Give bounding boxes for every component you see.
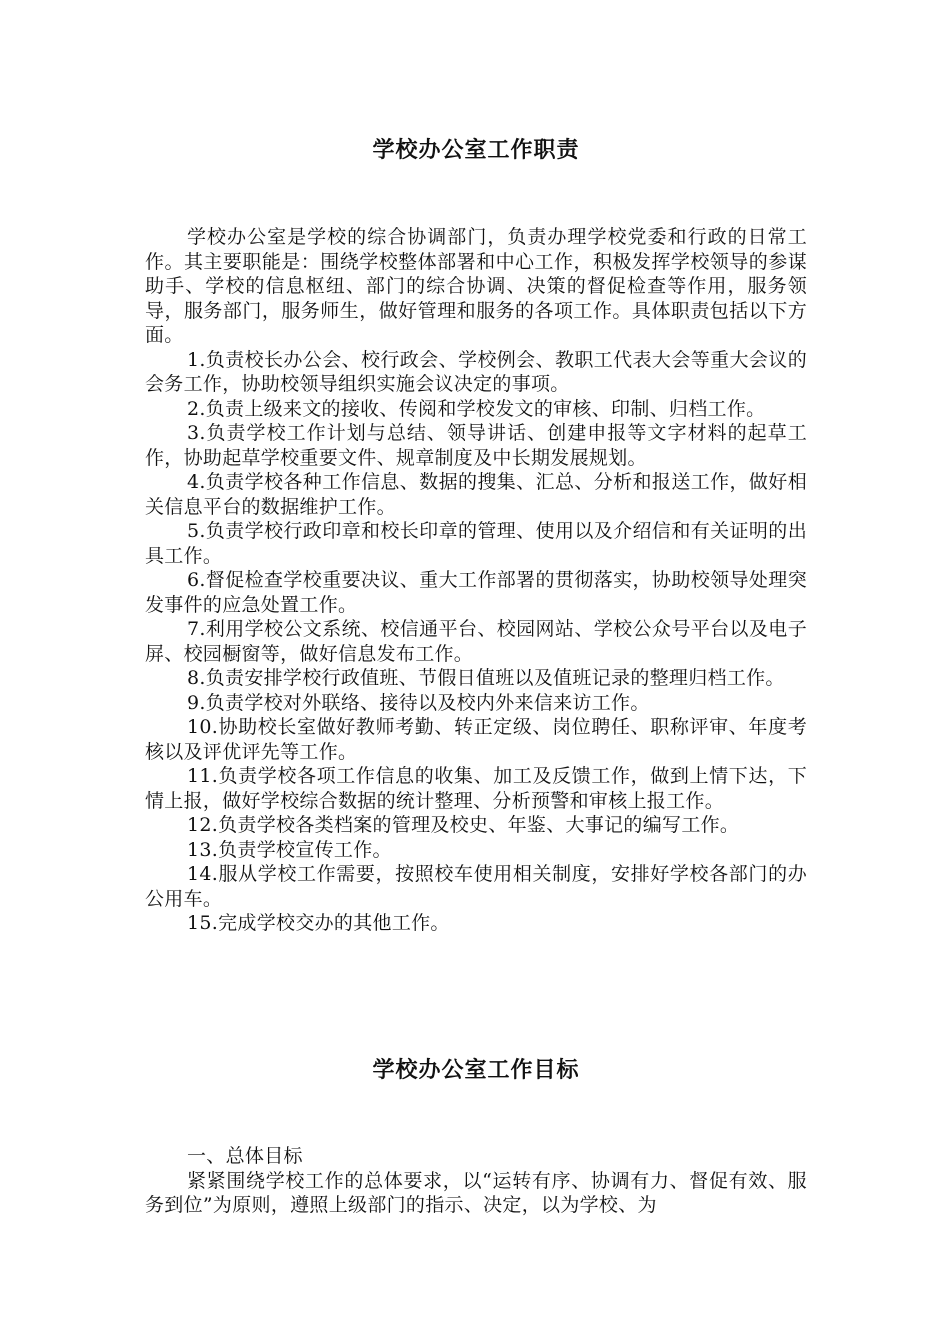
duty-item-11: 11.负责学校各项工作信息的收集、加工及反馈工作，做到上情下达，下情上报，做好学校综合数据的统计整理、分析预警和审核上报工作。 bbox=[145, 765, 807, 812]
duty-item-13: 13.负责学校宣传工作。 bbox=[187, 838, 392, 861]
goals-subheading: 一、总体目标 bbox=[187, 1145, 303, 1167]
goals-body bbox=[145, 1144, 807, 1218]
duty-item-10: 10.协助校长室做好教师考勤、转正定级、岗位聘任、职称评审、年度考核以及评优评先等工作。 bbox=[145, 716, 807, 763]
goals-paragraph: 紧紧围绕学校工作的总体要求，以“运转有序、协调有力、督促有效、服务到位”为原则，遵照上级部门的指示、决定，以为学校、为 bbox=[145, 1169, 807, 1216]
responsibilities-body bbox=[145, 225, 807, 936]
section-title-goals: 学校办公室工作目标 bbox=[372, 1058, 580, 1083]
duty-item-5: 5.负责学校行政印章和校长印章的管理、使用以及介绍信和有关证明的出具工作。 bbox=[145, 520, 807, 567]
duty-item-15: 15.完成学校交办的其他工作。 bbox=[187, 912, 450, 934]
duty-item-1: 1.负责校长办公会、校行政会、学校例会、教职工代表大会等重大会议的会务工作，协助校领导组织实施会议决定的事项。 bbox=[145, 348, 807, 395]
duty-item-2: 2.负责上级来文的接收、传阅和学校发文的审核、印制、归档工作。 bbox=[187, 397, 766, 420]
duty-item-6: 6.督促检查学校重要决议、重大工作部署的贯彻落实，协助校领导处理突发事件的应急处置工作。 bbox=[145, 569, 807, 616]
duty-item-12: 12.负责学校各类档案的管理及校史、年鉴、大事记的编写工作。 bbox=[187, 814, 740, 836]
duty-item-4: 4.负责学校各种工作信息、数据的搜集、汇总、分析和报送工作，做好相关信息平台的数据维护工作。 bbox=[145, 471, 807, 518]
duty-item-8: 8.负责安排学校行政值班、节假日值班以及值班记录的整理归档工作。 bbox=[187, 667, 785, 689]
duty-item-14: 14.服从学校工作需要，按照校车使用相关制度，安排好学校各部门的办公用车。 bbox=[145, 863, 807, 910]
section-title-responsibilities: 学校办公室工作职责 bbox=[372, 138, 580, 163]
intro-paragraph: 学校办公室是学校的综合协调部门，负责办理学校党委和行政的日常工作。其主要职能是：围绕学校整体部署和中心工作，积极发挥学校领导的参谋助手、学校的信息枢纽、部门的综合协调、决策的督促检查等作用，服务领导，服务部门，服务师生，做好管理和服务的各项工作。具体职责包括以下方面。 bbox=[145, 226, 807, 346]
duty-item-9: 9.负责学校对外联络、接待以及校内外来信来访工作。 bbox=[187, 691, 650, 714]
duty-item-7: 7.利用学校公文系统、校信通平台、校园网站、学校公众号平台以及电子屏、校园橱窗等，做好信息发布工作。 bbox=[145, 618, 807, 665]
duty-item-3: 3.负责学校工作计划与总结、领导讲话、创建申报等文字材料的起草工作，协助起草学校重要文件、规章制度及中长期发展规划。 bbox=[145, 422, 807, 469]
